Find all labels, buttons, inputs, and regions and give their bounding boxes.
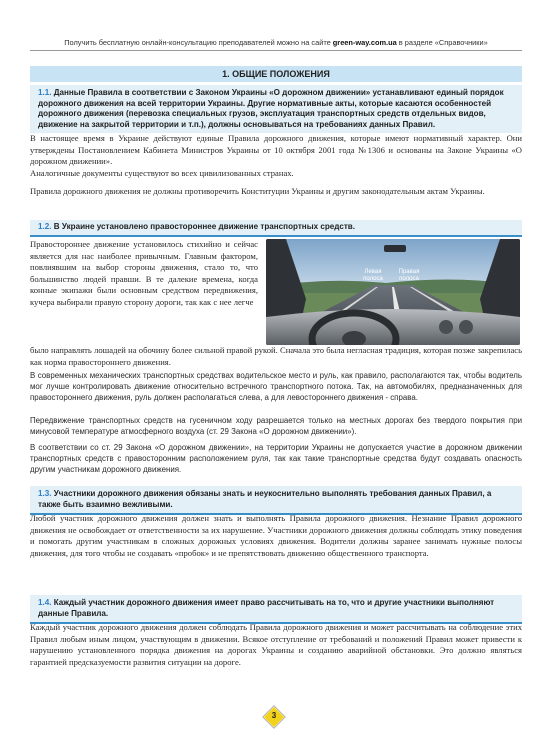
paragraph-4-wrapped: Правостороннее движение установилось стихийно и сейчас является для нас наиболее привычным. Главным фактором, повлиявшим на выбор стороны движения, стало то, что большинство людей правши. В те далекие времена, когда конные экипажи были основным средством передвижения, кучера выбирали правую сторону дороги, так как с нее легче [30, 239, 258, 307]
car-interior-illustration [266, 239, 520, 345]
header-site-link[interactable]: green-way.com.ua [332, 38, 397, 47]
right-lane-label: Правая полоса [398, 269, 420, 282]
header-text-pre: Получить бесплатную онлайн-консультацию преподавателей можно на сайте [64, 38, 333, 47]
page-header [30, 38, 522, 47]
rule-1-2-text: В Украине установлено правостороннее движение транспортных средств. [51, 222, 356, 231]
rule-1-4 [30, 595, 522, 624]
rule-1-1-text: Данные Правила в соответствии с Законом Украины «О дорожном движении» устанавливают единый порядок дорожного движения на всей территории Украины. Другие нормативные акты, которые касаются особенностей дорожного движения (перевозка специальных грузов, эксплуатация транспортных средств отдельных видов, движение на закрытой территории и т.п.), должны основываться на требованиях данных Правил. [38, 88, 504, 129]
rule-1-3-number: 1.3. [38, 489, 52, 498]
paragraph-3: Правила дорожного движения не должны противоречить Конституции Украины и другим законодательным актам Украины. [30, 186, 485, 196]
paragraph-9: Каждый участник дорожного движения должен соблюдать Правила дорожного движения и может рассчитывать на соблюдение этих Правил любым иным лицом, участвующим в движении. Всякое отступление от требований и положений Правил может привести к нарушению установленного порядка движения на дорогах Украины и созданию аварийной обстановки. Это должно являться гарантией предсказуемости развития ситуации на дороге. [30, 622, 522, 667]
page-number: 3 [271, 711, 277, 720]
rule-1-1 [30, 85, 522, 133]
rule-1-4-text: Каждый участник дорожного движения имеет право рассчитывать на то, что и другие участники выполняют данные Правила. [38, 598, 495, 618]
paragraph-2: Аналогичные документы существуют во всех цивилизованных странах. [30, 168, 294, 178]
rule-1-2-number: 1.2. [38, 222, 52, 231]
paragraph-8: Любой участник дорожного движения должен знать и выполнять Правила дорожного движения. Незнание Правил дорожного движения не освобождает от ответственности за их нарушение. Участники дорожного движения должны соблюдать этику поведения и помогать другим участникам в сложных дорожных условиях движения. Водители должны заранее занимать нужные полосы движения, для того чтобы не создавать «пробок» и не препятствовать движению общественного транспорта. [30, 513, 522, 558]
paragraph-4-continued: было направлять лошадей на обочину более сильной правой рукой. Сначала это была негласная традиция, которая позже закрепилась как норма правостороннего движения. [30, 345, 522, 367]
rule-1-1-number: 1.1. [38, 88, 52, 97]
header-text-post: в разделе «Справочники» [396, 38, 488, 47]
paragraph-6: Передвижение транспортных средств на гусеничном ходу разрешается только на местных дорогах без твердого покрытия при минусовой температуре атмосферного воздуха (ст. 29 Закона «О дорожном движении»). [30, 416, 522, 436]
header-divider [30, 50, 522, 51]
paragraph-7: В соответствии со ст. 29 Закона «О дорожном движении», на территории Украины не допускается участие в дорожном движении транспортных средств с правосторонним расположением руля, так как такие транспортные средства будут создавать опасность другим участникам дорожного движения. [30, 443, 522, 474]
section-title: 1. ОБЩИЕ ПОЛОЖЕНИЯ [30, 66, 522, 82]
car-interior-photo [266, 239, 520, 345]
rule-1-3-text: Участники дорожного движения обязаны знать и неукоснительно выполнять требования данных Правил, а также быть взаимно вежливыми. [38, 489, 492, 509]
rule-1-2 [30, 220, 522, 237]
left-lane-label: Левая полоса [363, 269, 383, 282]
paragraph-1: В настоящее время в Украине действуют единые Правила дорожного движения, которые имеют нормативный характер. Они утверждены Постановлением Кабинета Министров Украины от 10 октября 2001 года №1306 и основаны на Законе Украины «О дорожном движении». [30, 133, 522, 167]
page-number-badge [262, 705, 286, 729]
rule-1-4-number: 1.4. [38, 598, 52, 607]
rule-1-3 [30, 486, 522, 515]
paragraph-5: В современных механических транспортных средствах водительское место и руль, как правило, располагаются так, чтобы водитель мог лучше контролировать движение относительно встречного транспортного потока. Так, на автомобилях, предназначенных для правостороннего движения, руль должен располагаться слева, а для левостороннего движения - справа. [30, 371, 522, 402]
